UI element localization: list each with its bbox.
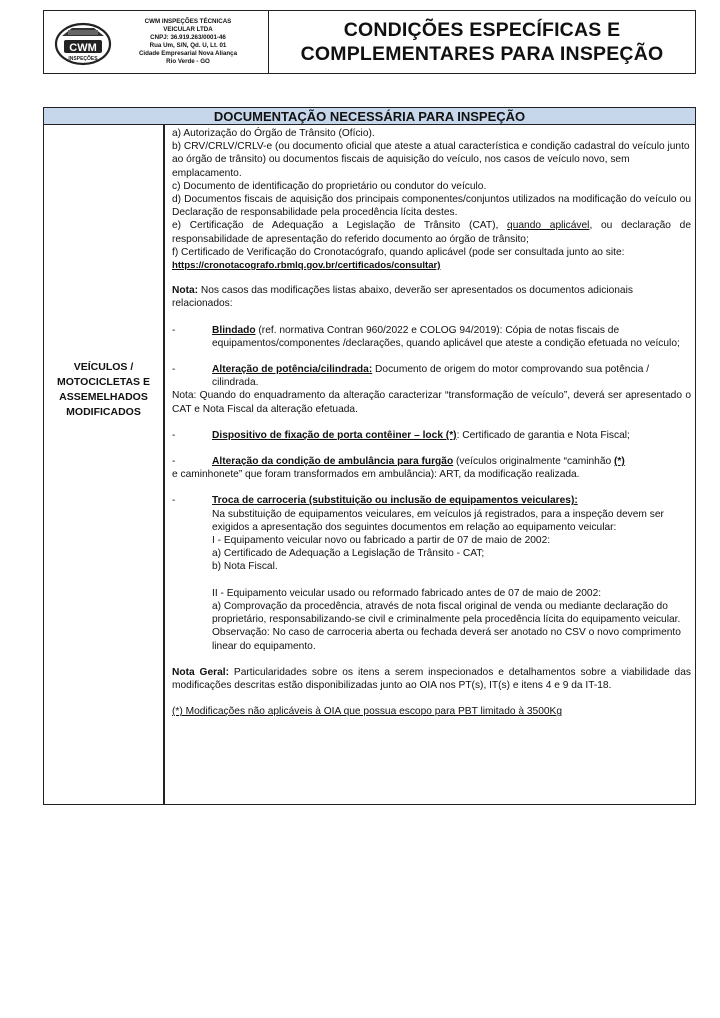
requirements-cell <box>165 125 695 804</box>
troca-ii: II - Equipamento veicular usado ou reformado fabricado antes de 07 de maio de 2002: <box>212 587 602 599</box>
bullet-dash: - <box>172 364 176 376</box>
nota-text: Nos casos das modificações listas abaixo, deverão ser apresentados os documentos adicionais relacionados: <box>172 285 633 310</box>
doc-item-b: b) CRV/CRLV/CRLV-e (ou documento oficial que ateste a atual característica e condição cadastral do veículo junto ao órgão de trânsito) ou documentos fiscais de aquisição do veículo, nos casos de veículo novo, sem emplacamento. <box>172 141 690 179</box>
troca-intro: Na substituição de equipamentos veiculares, em veículos já registrados, para a inspeção devem ser exigidos a apresentação dos seguintes documentos em relação ao equipamento veicular: <box>212 508 664 533</box>
potencia-title: Alteração de potência/cilindrada: <box>212 364 373 376</box>
company-line: CNPJ: 36.919.263/0001-46 <box>150 34 226 41</box>
lock-text <box>212 429 630 442</box>
item-troca-carroceria <box>172 494 691 507</box>
troca-title: Troca de carroceria (substituição ou inclusão de equipamentos veiculares): <box>212 495 578 507</box>
ambulancia-desc-2: e caminhonete” que foram transformados em ambulância): ART, da modificação realizada. <box>172 469 580 481</box>
cronotacografo-link-line <box>172 259 691 272</box>
company-info <box>112 18 268 66</box>
cronotacografo-link[interactable]: https://cronotacografo.rbmlq.gov.br/certificados/consultar) <box>172 260 441 272</box>
item-blindado <box>172 324 691 350</box>
title-line-2: COMPLEMENTARES PARA INSPEÇÃO <box>300 43 664 65</box>
company-line: Rio Verde - GO <box>166 58 210 65</box>
troca-i: I - Equipamento veicular novo ou fabricado a partir de 07 de maio de 2002: <box>212 535 551 547</box>
bullet-dash: - <box>172 495 176 507</box>
troca-title-line <box>212 494 578 507</box>
doc-item-f: f) Certificado de Verificação do Cronotacógrafo, quando aplicável (pode ser consultada junto ao site: <box>172 246 625 258</box>
document-header <box>43 10 696 74</box>
company-line: CWM INSPEÇÕES TÉCNICAS <box>144 18 232 25</box>
doc-item-a: a) Autorização do Órgão de Trânsito (Ofício). <box>172 128 375 139</box>
company-block <box>44 11 269 73</box>
blindado-title: Blindado <box>212 324 256 336</box>
bullet-dash: - <box>172 456 176 468</box>
troca-ii-a: a) Comprovação da procedência, através de nota fiscal original de venda ou mediante declaração do proprietário, responsabilizando-se civil e criminalmente pela procedência lícita do equipamento veicular. <box>212 600 681 626</box>
doc-item-e-pre: e) Certificação de Adequação a Legislação de Trânsito (CAT), <box>172 220 508 232</box>
company-line: VEICULAR LTDA <box>163 26 213 33</box>
table-body <box>44 125 695 804</box>
doc-item-e-underline: quando aplicável <box>507 220 590 232</box>
troca-details <box>172 508 691 653</box>
ambulancia-title: Alteração da condição de ambulância para furgão <box>212 456 454 468</box>
troca-i-a: a) Certificado de Adequação a Legislação de Trânsito - CAT; <box>212 548 485 560</box>
title-line-1: CONDIÇÕES ESPECÍFICAS E <box>343 19 621 41</box>
lock-desc: : Certificado de garantia e Nota Fiscal; <box>456 429 630 441</box>
category-cell <box>44 125 165 804</box>
ambulancia-text <box>212 455 625 468</box>
bullet-dash: - <box>172 429 176 441</box>
troca-obs: Observação: No caso de carroceria aberta ou fechada deverá ser anotado no CSV o novo comprimento linear do equipamento. <box>212 627 681 652</box>
blindado-desc: Cópia de notas fiscais de equipamentos/componentes /declarações, quando aplicável que ateste a condição efetuada no veículo; <box>212 324 680 349</box>
doc-item-e-post: , ou declaração de responsabilidade de apresentação do referido documento ao órgão de trânsito; <box>172 220 692 245</box>
item-ambulancia <box>172 455 691 468</box>
documentation-table <box>43 107 696 805</box>
nota-geral-text: Particularidades sobre os itens a serem inspecionados e detalhamentos sobre a viabilidade das modificações descritas estão disponibilizadas junto ao OIA nos PT(s), IT(s) e itens 4 e 9 da IT-18. <box>172 666 691 691</box>
logo-subtext: INSPEÇÕES <box>68 56 98 62</box>
category-line: MOTOCICLETAS E <box>57 375 150 388</box>
potencia-desc: Documento de origem do motor comprovando sua potência / cilindrada. <box>212 364 650 389</box>
category-line: VEÍCULOS / <box>73 360 134 373</box>
document-title <box>269 11 695 73</box>
blindado-ref: (ref. normativa Contran 960/2022 e COLOG 94/2019): <box>255 324 503 336</box>
item-lock <box>172 429 691 442</box>
table-heading: DOCUMENTAÇÃO NECESSÁRIA PARA INSPEÇÃO <box>44 108 695 125</box>
company-line: Rua Um, S/N, Qd. U, Lt. 01 <box>149 42 227 49</box>
lock-title: Dispositivo de fixação de porta contêiner – lock (*) <box>212 429 457 441</box>
troca-i-b: b) Nota Fiscal. <box>212 561 278 573</box>
bullet-dash: - <box>172 324 176 336</box>
nota-label: Nota: <box>172 285 199 297</box>
ambulancia-desc-1: (veículos originalmente “caminhão <box>453 456 614 468</box>
item-potencia <box>172 363 691 389</box>
blindado-text <box>212 324 691 350</box>
doc-item-e <box>172 219 691 245</box>
company-logo <box>54 18 112 66</box>
potencia-nota: Nota: Quando do enquadramento da alteração caracterizar “transformação de veículo”, deverá ser apresentado o CAT e Nota Fiscal da alteração efetuada. <box>172 390 691 415</box>
doc-item-c: c) Documento de identificação do proprietário ou condutor do veículo. <box>172 180 487 192</box>
logo-text: CWM <box>69 42 97 54</box>
footnote: (*) Modificações não aplicáveis à OIA que possua escopo para PBT limitado à 3500Kg <box>172 706 562 718</box>
nota-paragraph <box>172 284 691 310</box>
ambulancia-star: (*) <box>614 456 625 468</box>
nota-geral <box>172 666 691 692</box>
category-label <box>57 360 150 420</box>
category-line: MODIFICADOS <box>66 405 141 418</box>
company-line: Cidade Empresarial Nova Aliança <box>138 50 238 57</box>
nota-geral-label: Nota Geral: <box>172 666 229 678</box>
doc-item-d: d) Documentos fiscais de aquisição dos principais componentes/conjuntos utilizados na modificação do veículo ou Declaração de responsabilidade pela procedência lícita destes. <box>172 194 691 219</box>
potencia-text <box>212 363 691 389</box>
category-line: ASSEMELHADOS <box>59 390 148 403</box>
